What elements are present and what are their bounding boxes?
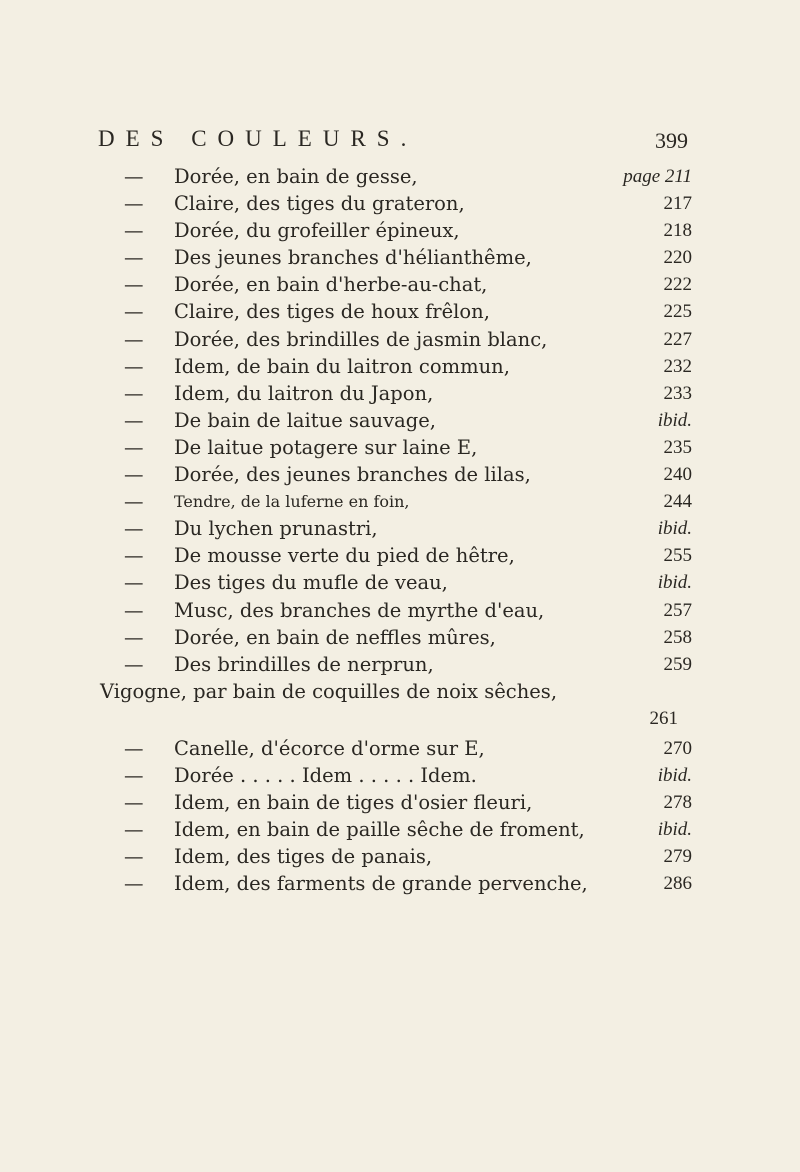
entry-page-ref: 259: [663, 653, 692, 675]
entry-text: De bain de laitue sauvage,: [174, 408, 436, 432]
entry-dash: —: [124, 652, 144, 676]
entry-dash: —: [124, 354, 144, 378]
entry-dash: —: [124, 571, 144, 595]
entry-page-ref: 232: [663, 355, 692, 377]
index-entry: [112, 870, 692, 897]
index-entry: [112, 434, 692, 461]
entry-text: Idem, de bain du laitron commun,: [174, 354, 510, 378]
index-entry: [112, 762, 692, 789]
index-entry: [112, 515, 692, 542]
entry-dash: —: [124, 300, 144, 324]
index-entry: [112, 190, 692, 217]
entry-dash: —: [124, 490, 144, 514]
entry-text: Idem, des farments de grande pervenche,: [174, 872, 588, 896]
entry-page-ref: 255: [663, 545, 692, 567]
entry-text: Idem, en bain de tiges d'osier fleuri,: [174, 791, 533, 815]
entry-page-ref: 278: [663, 792, 692, 814]
entry-text: Idem, des tiges de panais,: [174, 845, 433, 869]
entry-dash: —: [124, 598, 144, 622]
entry-text: Des tiges du mufle de veau,: [174, 571, 448, 595]
entry-page-ref: 220: [663, 247, 692, 269]
index-entry: [112, 624, 692, 651]
entry-page-ref: 227: [663, 328, 692, 350]
entry-text: Canelle, d'écorce d'orme sur E,: [174, 736, 485, 760]
entry-page-ref: 217: [663, 193, 692, 215]
entry-dash: —: [124, 463, 144, 487]
entry-page-ref: ibid.: [657, 518, 692, 540]
index-entry: [112, 542, 692, 569]
entry-dash: —: [124, 435, 144, 459]
index-entry: [112, 244, 692, 271]
index-entry: [112, 789, 692, 816]
entry-text: Dorée, des brindilles de jasmin blanc,: [174, 327, 548, 351]
entry-dash: —: [124, 791, 144, 815]
entry-page-ref: ibid.: [657, 764, 692, 786]
index-entry: [112, 597, 692, 624]
entry-page-ref: 279: [663, 846, 692, 868]
entry-page-ref: 244: [663, 491, 692, 513]
index-entry: [112, 816, 692, 843]
entry-dash: —: [124, 763, 144, 787]
entry-text: Claire, des tiges du grateron,: [174, 192, 465, 216]
index-entry: [112, 569, 692, 596]
index-entry: [112, 488, 692, 515]
entry-dash: —: [124, 625, 144, 649]
entry-dash: —: [124, 165, 144, 188]
entry-text: De mousse verte du pied de hêtre,: [174, 544, 515, 568]
entry-dash: —: [124, 219, 144, 243]
entry-page-ref: 258: [663, 626, 692, 648]
entry-dash: —: [124, 517, 144, 541]
entry-text: Des brindilles de nerprun,: [174, 652, 434, 676]
index-entry: [112, 843, 692, 870]
entry-page-ref: ibid.: [657, 409, 692, 431]
index-entry: [112, 298, 692, 325]
entry-page-ref: ibid.: [657, 572, 692, 594]
entry-page-ref: 218: [663, 220, 692, 242]
running-header: [98, 126, 688, 156]
index-entry: [112, 163, 692, 190]
entry-text: Tendre, de la luferne en foin,: [174, 492, 410, 512]
entry-page-ref: 257: [663, 599, 692, 621]
entry-text: Dorée, des jeunes branches de lilas,: [174, 463, 531, 487]
entry-dash: —: [124, 192, 144, 216]
entry-text: Dorée, en bain de neffles mûres,: [174, 625, 496, 649]
index-entry: [112, 651, 692, 678]
running-title: DES COULEURS.: [98, 126, 418, 151]
entry-text: Musc, des branches de myrthe d'eau,: [174, 598, 545, 622]
entry-text: Dorée, en bain d'herbe-au-chat,: [174, 273, 488, 297]
entry-text: Idem, en bain de paille sêche de froment,: [174, 818, 585, 842]
index-entry: [112, 353, 692, 380]
entry-text: Dorée, du grofeiller épineux,: [174, 219, 460, 243]
entry-text: De laitue potagere sur laine E,: [174, 435, 478, 459]
entry-page-ref: 235: [663, 436, 692, 458]
entry-page-ref: 261: [649, 707, 678, 729]
entry-text: Dorée . . . . . Idem . . . . . Idem.: [174, 763, 477, 787]
entry-page-ref: page 211: [623, 166, 692, 187]
entry-page-ref: 286: [663, 873, 692, 895]
entry-page-ref: 270: [663, 737, 692, 759]
entry-dash: —: [124, 408, 144, 432]
entry-dash: —: [124, 736, 144, 760]
index-entry: [100, 678, 692, 705]
entry-page-ref: ibid.: [657, 819, 692, 841]
index-entry: [112, 271, 692, 298]
entry-page-ref: 225: [663, 301, 692, 323]
page-number: 399: [655, 128, 688, 153]
entry-text: Des jeunes branches d'hélianthême,: [174, 246, 532, 270]
index-entry: [112, 461, 692, 488]
entry-dash: —: [124, 327, 144, 351]
entry-text: Idem, du laitron du Japon,: [174, 381, 434, 405]
entry-text: Claire, des tiges de houx frêlon,: [174, 300, 490, 324]
entry-text: Vigogne, par bain de coquilles de noix sêches,: [100, 679, 558, 703]
entry-dash: —: [124, 246, 144, 270]
index-entry: [112, 217, 692, 244]
entry-dash: —: [124, 544, 144, 568]
index-entry: [112, 407, 692, 434]
entry-dash: —: [124, 818, 144, 842]
index-entry: [112, 735, 692, 762]
index-entry: [112, 705, 692, 735]
index-entry: [112, 380, 692, 407]
entry-dash: —: [124, 872, 144, 896]
index-entry: [112, 326, 692, 353]
entry-page-ref: 222: [663, 274, 692, 296]
entry-page-ref: 233: [663, 382, 692, 404]
index-entries: [100, 163, 692, 897]
entry-dash: —: [124, 845, 144, 869]
entry-text: Du lychen prunastri,: [174, 517, 378, 541]
entry-dash: —: [124, 273, 144, 297]
entry-dash: —: [124, 381, 144, 405]
entry-page-ref: 240: [663, 464, 692, 486]
entry-text: Dorée, en bain de gesse,: [174, 165, 418, 188]
